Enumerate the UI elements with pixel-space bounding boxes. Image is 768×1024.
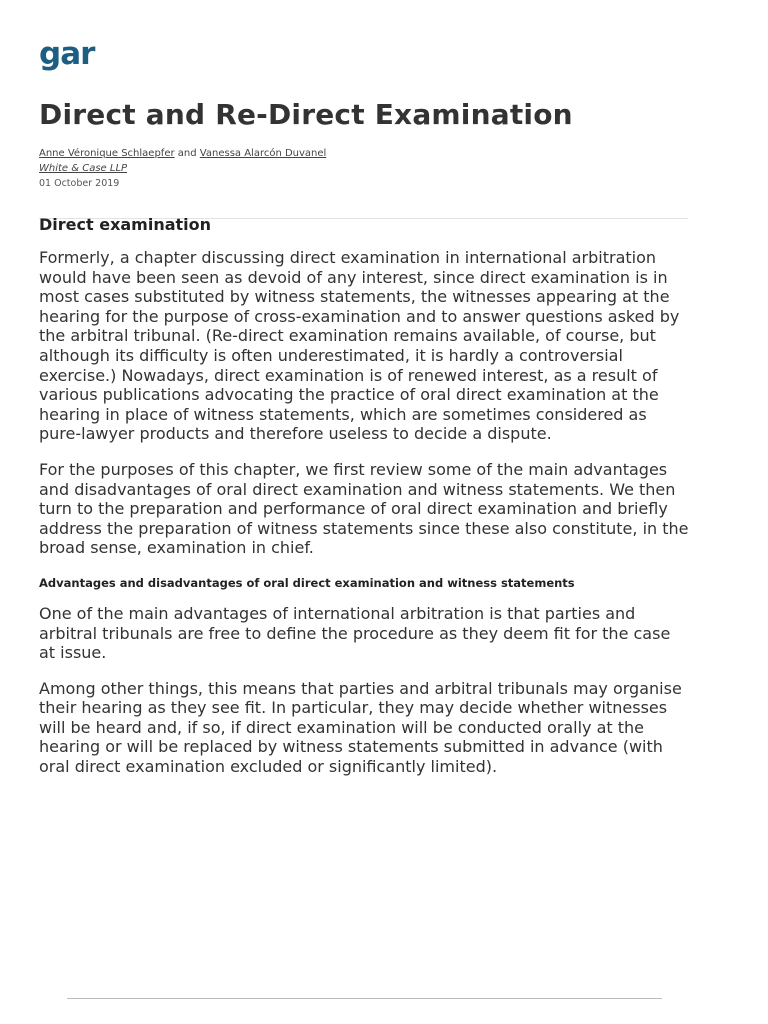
article-body bbox=[39, 214, 689, 793]
byline bbox=[39, 146, 326, 191]
author-conjunction: and bbox=[177, 148, 197, 159]
section-heading-direct-examination: Direct examination bbox=[39, 215, 212, 234]
author-link-alarcon[interactable]: Vanessa Alarcón Duvanel bbox=[199, 148, 327, 159]
gar-logo bbox=[39, 38, 99, 78]
gar-logo-text: gar bbox=[39, 38, 95, 72]
article-title: Direct and Re-Direct Examination bbox=[39, 98, 573, 131]
footer-divider bbox=[67, 998, 662, 999]
paragraph: Among other things, this means that parties and arbitral tribunals may organise their hearing as they see fit. In particular, they may decide whether witnesses will be heard and, if so, if direct examination will be conducted orally at the hearing or will be replaced by witness statements submitted in advance (with oral direct examination excluded or significantly limited). bbox=[39, 678, 682, 777]
paragraph: For the purposes of this chapter, we first review some of the main advantages and disadvantages of oral direct examination and witness statements. We then turn to the preparation and performance of oral direct examination and briefly address the preparation of witness statements since these also constitute, in the broad sense, examination in chief. bbox=[39, 459, 689, 558]
paragraph: Formerly, a chapter discussing direct examination in international arbitration would have been seen as devoid of any interest, since direct examination is in most cases substituted by witness statements, the witnesses appearing at the hearing for the purpose of cross-examination and to answer questions asked by the arbitral tribunal. (Re-direct examination remains available, of course, but although its difficulty is often underestimated, it is hardly a controversial exercise.) Nowadays, direct examination is of renewed interest, as a result of various publications advocating the practice of oral direct examination at the hearing in place of witness statements, which are sometimes considered as pure-lawyer products and therefore useless to decide a dispute. bbox=[39, 248, 680, 444]
publish-date: 01 October 2019 bbox=[39, 178, 120, 189]
paragraph: One of the main advantages of international arbitration is that parties and arbitral tribunals are free to define the procedure as they deem fit for the case at issue. bbox=[39, 603, 671, 663]
author-link-schlaepfer[interactable]: Anne Véronique Schlaepfer bbox=[39, 148, 175, 159]
firm-link[interactable]: White & Case LLP bbox=[39, 163, 128, 174]
subsection-heading-advantages: Advantages and disadvantages of oral direct examination and witness statements bbox=[39, 575, 575, 590]
authors-line bbox=[39, 146, 326, 161]
